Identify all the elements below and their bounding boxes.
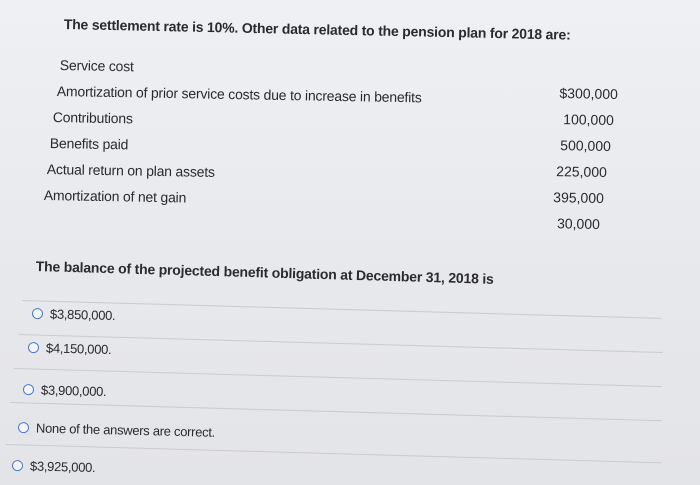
option-b-label: $4,150,000. xyxy=(45,340,112,358)
item-value-service-cost: $300,000 xyxy=(559,84,618,102)
item-value-actual-return: 395,000 xyxy=(553,189,604,206)
radio-circle-icon[interactable] xyxy=(28,342,39,353)
radio-circle-icon[interactable] xyxy=(23,384,34,395)
divider xyxy=(22,300,662,319)
option-e[interactable] xyxy=(12,458,96,475)
divider xyxy=(14,368,662,387)
option-d[interactable] xyxy=(18,420,215,440)
radio-circle-icon[interactable] xyxy=(32,308,43,319)
radio-circle-icon[interactable] xyxy=(12,460,23,471)
item-label-contributions: Contributions xyxy=(52,109,133,127)
option-a-label: $3,850,000. xyxy=(49,306,116,324)
item-label-prior-service-cost: Amortization of prior service costs due to increase in benefits xyxy=(56,83,422,106)
option-b[interactable] xyxy=(28,340,112,357)
item-label-service-cost: Service cost xyxy=(59,57,134,75)
intro-text: The settlement rate is 10%. Other data related to the pension plan for 2018 are: xyxy=(63,16,571,43)
item-value-prior-service-cost: 100,000 xyxy=(563,111,614,128)
option-c-label: $3,900,000. xyxy=(40,382,107,400)
option-a[interactable] xyxy=(32,306,116,323)
option-d-label: None of the answers are correct. xyxy=(35,420,216,440)
item-label-actual-return: Actual return on plan assets xyxy=(46,161,215,180)
item-value-contributions: 500,000 xyxy=(560,137,611,154)
item-label-amortization-net-gain: Amortization of net gain xyxy=(43,187,187,206)
divider xyxy=(6,444,662,463)
option-c[interactable] xyxy=(23,382,107,399)
question-text: The balance of the projected benefit obligation at December 31, 2018 is xyxy=(35,258,494,287)
item-value-amortization-net-gain: 30,000 xyxy=(556,215,600,232)
radio-circle-icon[interactable] xyxy=(18,422,29,433)
option-e-label: $3,925,000. xyxy=(29,458,96,476)
item-value-benefits-paid: 225,000 xyxy=(556,163,607,180)
divider xyxy=(10,402,662,421)
divider xyxy=(18,334,663,353)
item-label-benefits-paid: Benefits paid xyxy=(49,135,129,153)
